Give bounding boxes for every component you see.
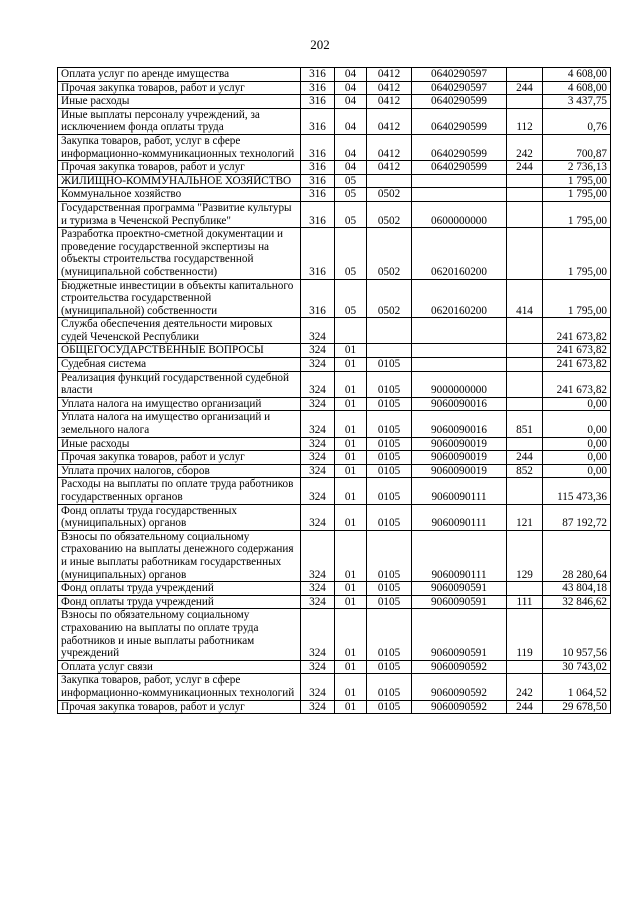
expense-name-cell: ЖИЛИЩНО-КОММУНАЛЬНОЕ ХОЗЯЙСТВО	[58, 174, 301, 188]
amount-cell: 0,00	[543, 411, 611, 437]
ministry-code-cell: 324	[301, 464, 335, 478]
expense-name-cell: Прочая закупка товаров, работ и услуг	[58, 700, 301, 714]
expense-name-cell: Иные расходы	[58, 95, 301, 109]
target-article-code-cell: 9060090592	[412, 700, 507, 714]
ministry-code-cell: 316	[301, 174, 335, 188]
expense-name-cell: Прочая закупка товаров, работ и услуг	[58, 81, 301, 95]
amount-cell: 241 673,82	[543, 344, 611, 358]
table-row	[58, 174, 611, 188]
amount-cell: 241 673,82	[543, 358, 611, 372]
expense-name-cell: Оплата услуг по аренде имущества	[58, 68, 301, 82]
table-row	[58, 595, 611, 609]
amount-cell: 4 608,00	[543, 68, 611, 82]
section-code-cell: 01	[335, 464, 367, 478]
subsection-code-cell: 0105	[367, 411, 412, 437]
ministry-code-cell: 316	[301, 68, 335, 82]
target-article-code-cell: 9060090016	[412, 411, 507, 437]
budget-table	[57, 67, 611, 714]
target-article-code-cell: 9060090591	[412, 609, 507, 660]
expense-name-cell: Взносы по обязательному социальному страхованию на выплаты денежного содержания и иные выплаты работникам государственных (муниципальных) органов	[58, 530, 301, 581]
expense-type-code-cell: 242	[507, 134, 543, 160]
amount-cell: 28 280,64	[543, 530, 611, 581]
expense-name-cell: Реализация функций государственной судебной власти	[58, 371, 301, 397]
section-code-cell: 04	[335, 95, 367, 109]
ministry-code-cell: 316	[301, 161, 335, 175]
expense-name-cell: Уплата прочих налогов, сборов	[58, 464, 301, 478]
subsection-code-cell: 0412	[367, 81, 412, 95]
expense-name-cell: Оплата услуг связи	[58, 660, 301, 674]
amount-cell: 241 673,82	[543, 318, 611, 344]
table-row	[58, 478, 611, 504]
ministry-code-cell: 324	[301, 358, 335, 372]
section-code-cell	[335, 318, 367, 344]
expense-name-cell: Государственная программа "Развитие культуры и туризма в Чеченской Республике"	[58, 201, 301, 227]
subsection-code-cell: 0502	[367, 228, 412, 279]
section-code-cell: 01	[335, 478, 367, 504]
subsection-code-cell: 0105	[367, 397, 412, 411]
target-article-code-cell: 9060090019	[412, 451, 507, 465]
amount-cell: 241 673,82	[543, 371, 611, 397]
subsection-code-cell: 0412	[367, 161, 412, 175]
amount-cell: 1 795,00	[543, 279, 611, 318]
amount-cell: 1 795,00	[543, 188, 611, 202]
ministry-code-cell: 324	[301, 478, 335, 504]
target-article-code-cell: 9060090016	[412, 397, 507, 411]
subsection-code-cell: 0105	[367, 451, 412, 465]
table-row	[58, 188, 611, 202]
expense-type-code-cell	[507, 174, 543, 188]
table-row	[58, 68, 611, 82]
section-code-cell: 04	[335, 161, 367, 175]
expense-type-code-cell: 414	[507, 279, 543, 318]
subsection-code-cell: 0412	[367, 95, 412, 109]
section-code-cell: 01	[335, 504, 367, 530]
subsection-code-cell: 0412	[367, 134, 412, 160]
section-code-cell: 01	[335, 582, 367, 596]
ministry-code-cell: 324	[301, 660, 335, 674]
target-article-code-cell: 0640290599	[412, 108, 507, 134]
table-row	[58, 504, 611, 530]
amount-cell: 29 678,50	[543, 700, 611, 714]
target-article-code-cell: 0640290599	[412, 95, 507, 109]
ministry-code-cell: 324	[301, 318, 335, 344]
subsection-code-cell	[367, 174, 412, 188]
target-article-code-cell: 9060090591	[412, 582, 507, 596]
ministry-code-cell: 324	[301, 344, 335, 358]
table-row	[58, 582, 611, 596]
section-code-cell: 05	[335, 228, 367, 279]
ministry-code-cell: 316	[301, 279, 335, 318]
subsection-code-cell	[367, 344, 412, 358]
section-code-cell: 05	[335, 188, 367, 202]
expense-type-code-cell: 244	[507, 700, 543, 714]
table-row	[58, 358, 611, 372]
subsection-code-cell: 0105	[367, 504, 412, 530]
section-code-cell: 05	[335, 174, 367, 188]
section-code-cell: 01	[335, 371, 367, 397]
amount-cell: 1 795,00	[543, 174, 611, 188]
amount-cell: 115 473,36	[543, 478, 611, 504]
ministry-code-cell: 324	[301, 700, 335, 714]
section-code-cell: 01	[335, 530, 367, 581]
target-article-code-cell: 0600000000	[412, 201, 507, 227]
expense-type-code-cell: 244	[507, 161, 543, 175]
table-row	[58, 530, 611, 581]
ministry-code-cell: 316	[301, 228, 335, 279]
amount-cell: 4 608,00	[543, 81, 611, 95]
subsection-code-cell	[367, 318, 412, 344]
amount-cell: 1 064,52	[543, 674, 611, 700]
expense-type-code-cell	[507, 437, 543, 451]
subsection-code-cell: 0105	[367, 371, 412, 397]
subsection-code-cell: 0105	[367, 700, 412, 714]
expense-name-cell: Прочая закупка товаров, работ и услуг	[58, 451, 301, 465]
expense-name-cell: Закупка товаров, работ, услуг в сфере информационно-коммуникационных технологий	[58, 674, 301, 700]
section-code-cell: 01	[335, 397, 367, 411]
expense-type-code-cell	[507, 478, 543, 504]
amount-cell: 1 795,00	[543, 228, 611, 279]
amount-cell: 43 804,18	[543, 582, 611, 596]
ministry-code-cell: 324	[301, 595, 335, 609]
ministry-code-cell: 324	[301, 451, 335, 465]
expense-type-code-cell: 242	[507, 674, 543, 700]
amount-cell: 32 846,62	[543, 595, 611, 609]
table-row	[58, 660, 611, 674]
amount-cell: 3 437,75	[543, 95, 611, 109]
expense-name-cell: Уплата налога на имущество организаций и земельного налога	[58, 411, 301, 437]
subsection-code-cell: 0105	[367, 358, 412, 372]
table-row	[58, 411, 611, 437]
amount-cell: 0,76	[543, 108, 611, 134]
ministry-code-cell: 324	[301, 609, 335, 660]
target-article-code-cell: 0640290599	[412, 161, 507, 175]
ministry-code-cell: 316	[301, 201, 335, 227]
expense-type-code-cell	[507, 228, 543, 279]
expense-name-cell: Расходы на выплаты по оплате труда работников государственных органов	[58, 478, 301, 504]
expense-type-code-cell	[507, 582, 543, 596]
expense-name-cell: Коммунальное хозяйство	[58, 188, 301, 202]
subsection-code-cell: 0105	[367, 478, 412, 504]
ministry-code-cell: 316	[301, 81, 335, 95]
expense-name-cell: Уплата налога на имущество организаций	[58, 397, 301, 411]
expense-type-code-cell: 121	[507, 504, 543, 530]
expense-type-code-cell	[507, 318, 543, 344]
ministry-code-cell: 324	[301, 437, 335, 451]
ministry-code-cell: 316	[301, 188, 335, 202]
section-code-cell: 04	[335, 81, 367, 95]
section-code-cell: 04	[335, 68, 367, 82]
table-row	[58, 674, 611, 700]
expense-name-cell: Бюджетные инвестиции в объекты капитального строительства государственной (муниципальной) собственности	[58, 279, 301, 318]
expense-type-code-cell: 851	[507, 411, 543, 437]
expense-type-code-cell	[507, 371, 543, 397]
section-code-cell: 01	[335, 451, 367, 465]
expense-name-cell: Фонд оплаты труда учреждений	[58, 595, 301, 609]
expense-type-code-cell: 129	[507, 530, 543, 581]
table-row	[58, 700, 611, 714]
subsection-code-cell: 0105	[367, 582, 412, 596]
ministry-code-cell: 324	[301, 582, 335, 596]
expense-type-code-cell	[507, 95, 543, 109]
subsection-code-cell: 0105	[367, 464, 412, 478]
amount-cell: 10 957,56	[543, 609, 611, 660]
target-article-code-cell: 0620160200	[412, 279, 507, 318]
expense-type-code-cell: 244	[507, 451, 543, 465]
target-article-code-cell	[412, 318, 507, 344]
subsection-code-cell: 0105	[367, 674, 412, 700]
target-article-code-cell	[412, 358, 507, 372]
table-row	[58, 134, 611, 160]
target-article-code-cell: 0640290597	[412, 81, 507, 95]
section-code-cell: 04	[335, 108, 367, 134]
amount-cell: 1 795,00	[543, 201, 611, 227]
amount-cell: 0,00	[543, 437, 611, 451]
amount-cell: 700,87	[543, 134, 611, 160]
section-code-cell: 01	[335, 411, 367, 437]
expense-type-code-cell	[507, 344, 543, 358]
amount-cell: 30 743,02	[543, 660, 611, 674]
table-row	[58, 437, 611, 451]
amount-cell: 0,00	[543, 397, 611, 411]
expense-name-cell: Закупка товаров, работ, услуг в сфере информационно-коммуникационных технологий	[58, 134, 301, 160]
ministry-code-cell: 324	[301, 397, 335, 411]
target-article-code-cell: 0620160200	[412, 228, 507, 279]
table-row	[58, 228, 611, 279]
section-code-cell: 01	[335, 609, 367, 660]
target-article-code-cell: 9060090019	[412, 464, 507, 478]
section-code-cell: 01	[335, 674, 367, 700]
table-row	[58, 161, 611, 175]
table-row	[58, 609, 611, 660]
expense-type-code-cell	[507, 188, 543, 202]
target-article-code-cell: 9060090111	[412, 478, 507, 504]
subsection-code-cell: 0502	[367, 188, 412, 202]
section-code-cell: 01	[335, 660, 367, 674]
section-code-cell: 05	[335, 201, 367, 227]
ministry-code-cell: 324	[301, 411, 335, 437]
subsection-code-cell: 0502	[367, 279, 412, 318]
table-row	[58, 464, 611, 478]
table-row	[58, 201, 611, 227]
amount-cell: 2 736,13	[543, 161, 611, 175]
section-code-cell: 01	[335, 437, 367, 451]
expense-name-cell: Иные выплаты персоналу учреждений, за исключением фонда оплаты труда	[58, 108, 301, 134]
table-row	[58, 371, 611, 397]
amount-cell: 0,00	[543, 464, 611, 478]
expense-name-cell: Разработка проектно-сметной документации и проведение государственной экспертизы на объекты строительства государственной (муниципальной собственности)	[58, 228, 301, 279]
subsection-code-cell: 0105	[367, 530, 412, 581]
table-row	[58, 279, 611, 318]
section-code-cell: 01	[335, 358, 367, 372]
expense-type-code-cell	[507, 68, 543, 82]
expense-type-code-cell: 111	[507, 595, 543, 609]
table-row	[58, 451, 611, 465]
expense-type-code-cell	[507, 201, 543, 227]
expense-type-code-cell: 244	[507, 81, 543, 95]
subsection-code-cell: 0412	[367, 108, 412, 134]
expense-name-cell: Взносы по обязательному социальному страхованию на выплаты по оплате труда работников и иные выплаты работникам учреждений	[58, 609, 301, 660]
subsection-code-cell: 0412	[367, 68, 412, 82]
amount-cell: 0,00	[543, 451, 611, 465]
expense-name-cell: Фонд оплаты труда учреждений	[58, 582, 301, 596]
table-row	[58, 95, 611, 109]
target-article-code-cell	[412, 344, 507, 358]
expense-name-cell: Служба обеспечения деятельности мировых судей Чеченской Республики	[58, 318, 301, 344]
table-row	[58, 108, 611, 134]
expense-type-code-cell: 119	[507, 609, 543, 660]
ministry-code-cell: 324	[301, 674, 335, 700]
target-article-code-cell: 9060090111	[412, 530, 507, 581]
subsection-code-cell: 0105	[367, 437, 412, 451]
ministry-code-cell: 316	[301, 95, 335, 109]
target-article-code-cell: 9060090591	[412, 595, 507, 609]
target-article-code-cell: 0640290599	[412, 134, 507, 160]
page-number: 202	[310, 37, 330, 52]
ministry-code-cell: 316	[301, 108, 335, 134]
section-code-cell: 01	[335, 700, 367, 714]
target-article-code-cell	[412, 174, 507, 188]
expense-name-cell: ОБЩЕГОСУДАРСТВЕННЫЕ ВОПРОСЫ	[58, 344, 301, 358]
target-article-code-cell: 9060090592	[412, 674, 507, 700]
ministry-code-cell: 324	[301, 371, 335, 397]
ministry-code-cell: 324	[301, 530, 335, 581]
budget-table-body	[58, 68, 611, 714]
amount-cell: 87 192,72	[543, 504, 611, 530]
expense-type-code-cell	[507, 397, 543, 411]
table-row	[58, 318, 611, 344]
section-code-cell: 05	[335, 279, 367, 318]
expense-name-cell: Прочая закупка товаров, работ и услуг	[58, 161, 301, 175]
table-row	[58, 397, 611, 411]
expense-name-cell: Иные расходы	[58, 437, 301, 451]
subsection-code-cell: 0105	[367, 595, 412, 609]
expense-type-code-cell: 112	[507, 108, 543, 134]
expense-type-code-cell: 852	[507, 464, 543, 478]
target-article-code-cell	[412, 188, 507, 202]
section-code-cell: 04	[335, 134, 367, 160]
section-code-cell: 01	[335, 595, 367, 609]
subsection-code-cell: 0105	[367, 609, 412, 660]
subsection-code-cell: 0105	[367, 660, 412, 674]
expense-type-code-cell	[507, 358, 543, 372]
ministry-code-cell: 324	[301, 504, 335, 530]
target-article-code-cell: 9060090111	[412, 504, 507, 530]
target-article-code-cell: 9060090019	[412, 437, 507, 451]
section-code-cell: 01	[335, 344, 367, 358]
target-article-code-cell: 9060090592	[412, 660, 507, 674]
ministry-code-cell: 316	[301, 134, 335, 160]
expense-name-cell: Фонд оплаты труда государственных (муниципальных) органов	[58, 504, 301, 530]
table-row	[58, 344, 611, 358]
expense-name-cell: Судебная система	[58, 358, 301, 372]
table-row	[58, 81, 611, 95]
target-article-code-cell: 0640290597	[412, 68, 507, 82]
target-article-code-cell: 9000000000	[412, 371, 507, 397]
subsection-code-cell: 0502	[367, 201, 412, 227]
expense-type-code-cell	[507, 660, 543, 674]
